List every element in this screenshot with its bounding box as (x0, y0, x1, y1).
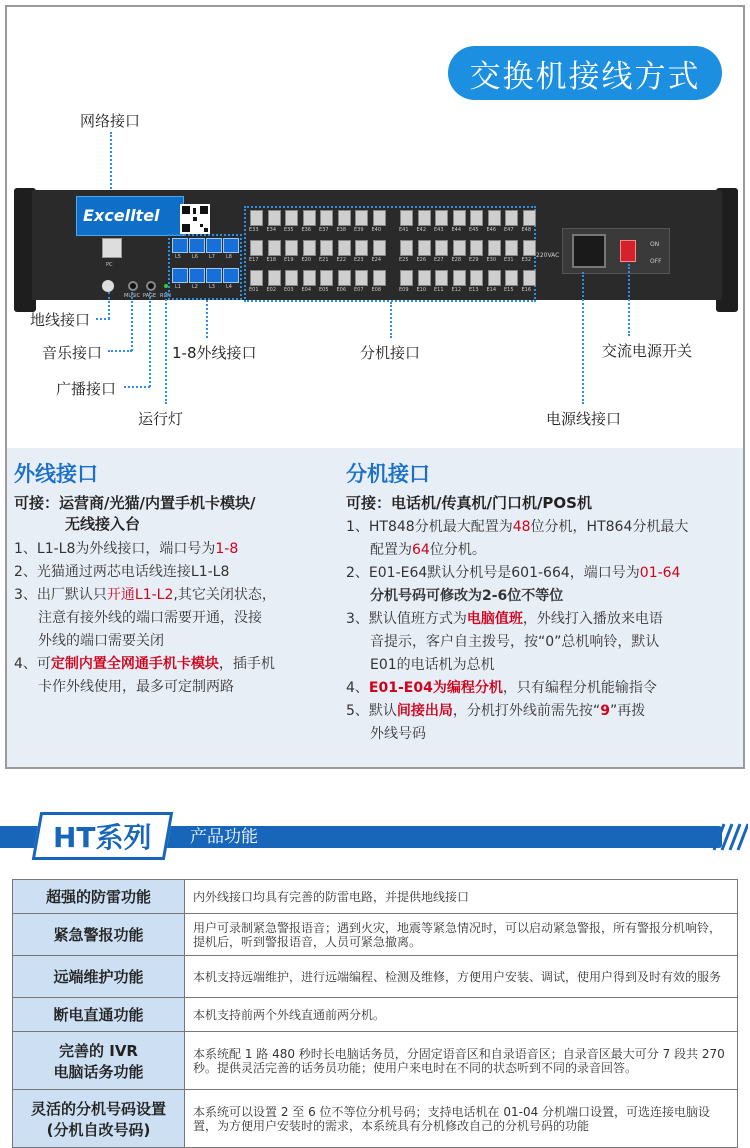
callout-music: 音乐接口 (42, 344, 103, 362)
extension-port-icon (505, 210, 518, 226)
callout-ext: 分机接口 (360, 344, 421, 362)
outer-line-port-icon (223, 268, 239, 283)
extension-port-icon (523, 270, 536, 286)
extension-port-label: E41 (399, 227, 409, 233)
extension-port-icon (268, 240, 281, 256)
ext-item-3: 3、默认值班方式为电脑值班，外线打入播放来电语 (346, 611, 663, 627)
callout-network: 网络接口 (80, 112, 141, 130)
feature-name: 超强的防雷功能 (13, 880, 185, 914)
leader-run (165, 292, 167, 404)
extension-port-icon (488, 240, 501, 256)
outer-line-port-icon (189, 268, 205, 283)
outer-port-label: L5 (175, 254, 181, 260)
feature-name: 远端维护功能 (13, 956, 185, 998)
outer-line-port-icon (223, 238, 239, 253)
outer-line-port-icon (172, 268, 188, 283)
extension-port-icon (373, 240, 386, 256)
extension-port-label: E34 (266, 227, 277, 233)
extension-port-icon (453, 270, 466, 286)
extension-port-icon (355, 240, 368, 256)
feature-desc: 本系统配 1 路 480 秒时长电脑话务员，分固定语音区和自录语音区；自录音区最大可分 7 段共 270 秒。提供灵活完善的话务员功能；使用户来电时在不同的状态听到不同的录音回答。 (185, 1032, 738, 1090)
outer-port-label: L3 (209, 284, 215, 290)
extension-port-label: E17 (249, 257, 259, 263)
ground-screw-icon (102, 280, 114, 292)
ext-item-1: 1、HT848分机最大配置为48位分机，HT864分机最大 (346, 519, 689, 535)
extension-port-icon (250, 240, 263, 256)
extension-port-icon (470, 240, 483, 256)
outer-port-label: L8 (226, 254, 232, 260)
extension-port-icon (470, 270, 483, 286)
extension-port-label: E40 (371, 227, 382, 233)
extension-port-icon (418, 270, 431, 286)
extension-port-icon (285, 210, 298, 226)
feature-desc: 本系统可以设置 2 至 6 位不等位分机号码；支持电话机在 01-04 分机端口设置，可选连接电脑设置，为方便用户安装时的需求，本系统具有分机修改自己的分机号码的功能 (185, 1090, 738, 1148)
extension-port-label: E21 (319, 257, 329, 263)
extension-port-label: E15 (504, 287, 514, 293)
ext-title: 分机接口 (346, 462, 430, 486)
extension-port-label: E48 (521, 227, 532, 233)
outer-port-label: L1 (175, 284, 181, 290)
extension-port-label: E12 (451, 287, 462, 293)
extension-port-label: E10 (416, 287, 427, 293)
outer-item-1: 1、L1-L8为外线接口，端口号为1-8 (14, 541, 239, 557)
feature-desc: 本机支持前两个外线直通前两分机。 (185, 998, 738, 1032)
extension-port-label: E11 (434, 287, 444, 293)
extension-port-label: E20 (301, 257, 312, 263)
extension-port-label: E24 (371, 257, 382, 263)
extension-port-label: E25 (399, 257, 409, 263)
ext-item-3-line3: E01的电话机为总机 (370, 657, 495, 673)
extension-port-label: E30 (486, 257, 497, 263)
feature-name: 断电直通功能 (13, 998, 185, 1032)
outer-item-3: 3、出厂默认只开通L1-L2,其它关闭状态， (14, 587, 276, 603)
leader-broadcast-v (149, 292, 151, 387)
outer-item-3-line3: 外线的端口需要关闭 (38, 633, 164, 649)
extension-port-label: E08 (371, 287, 382, 293)
banner-title: HT系列 (32, 812, 173, 860)
extension-port-icon (250, 210, 263, 226)
extension-port-label: E26 (416, 257, 427, 263)
outer-item-4: 4、可定制内置全网通手机卡模块，插手机 (14, 656, 275, 672)
extension-port-label: E07 (354, 287, 364, 293)
callout-outer-lines: 1-8外线接口 (172, 344, 257, 362)
music-jack-icon (128, 281, 138, 291)
outer-port-label: L7 (209, 254, 215, 260)
extension-port-icon (268, 270, 281, 286)
extension-port-icon (453, 240, 466, 256)
outer-port-label: L6 (192, 254, 198, 260)
extension-port-icon (418, 240, 431, 256)
extension-port-label: E23 (354, 257, 364, 263)
extension-port-icon (320, 270, 333, 286)
extension-port-label: E19 (284, 257, 294, 263)
callout-run-light: 运行灯 (138, 410, 184, 428)
extension-port-label: E44 (451, 227, 462, 233)
extension-port-icon (355, 270, 368, 286)
extension-port-label: E27 (434, 257, 444, 263)
ethernet-port-icon (102, 238, 122, 258)
callout-power-cord: 电源线接口 (546, 410, 622, 428)
extension-port-icon (523, 210, 536, 226)
callout-ac-switch: 交流电源开关 (602, 342, 693, 360)
extension-port-icon (303, 210, 316, 226)
extension-port-icon (435, 210, 448, 226)
extension-port-icon (488, 210, 501, 226)
outer-line-port-icon (206, 268, 222, 283)
extension-port-label: E35 (284, 227, 294, 233)
power-socket-icon (572, 234, 606, 268)
on-label: ON (650, 241, 660, 248)
extension-port-label: E29 (469, 257, 479, 263)
leader-music-v (131, 292, 133, 351)
outer-line-port-icon (206, 238, 222, 253)
extension-port-label: E33 (249, 227, 259, 233)
extension-port-label: E02 (266, 287, 277, 293)
extension-port-label: E22 (336, 257, 347, 263)
outer-sub-2: 无线接入台 (65, 515, 141, 533)
pc-label: PC (106, 262, 113, 268)
ext-item-2-line2: 分机号码可修改为2-6位不等位 (370, 588, 564, 604)
extension-port-label: E32 (521, 257, 532, 263)
qr-code-icon (180, 204, 210, 234)
leader-music-h (108, 350, 132, 352)
outer-item-2: 2、光猫通过两芯电话线连接L1-L8 (14, 564, 230, 580)
ext-list (346, 516, 738, 746)
extension-port-icon (338, 270, 351, 286)
extension-port-label: E03 (284, 287, 294, 293)
extension-port-icon (355, 210, 368, 226)
table-row (13, 914, 738, 956)
extension-port-icon (338, 210, 351, 226)
extension-port-label: E18 (266, 257, 277, 263)
leader-ext (390, 302, 392, 338)
extension-port-label: E45 (469, 227, 479, 233)
extension-port-label: E31 (504, 257, 514, 263)
ext-item-2: 2、E01-E64默认分机号是601-664，端口号为01-64 (346, 565, 681, 581)
music-label: MUSIC (124, 293, 141, 299)
ext-item-3-line2: 音提示，客户自主拨号，按“0”总机响铃，默认 (370, 634, 660, 650)
extension-port-label: E04 (301, 287, 312, 293)
extension-port-icon (320, 240, 333, 256)
extension-port-icon (488, 270, 501, 286)
extension-port-label: E06 (336, 287, 347, 293)
ext-item-4: 4、E01-E04为编程分机，只有编程分机能输指令 (346, 680, 657, 696)
extension-port-icon (303, 270, 316, 286)
outer-line-port-icon (189, 238, 205, 253)
extension-port-icon (400, 210, 413, 226)
ext-item-1-line2: 配置为64位分机。 (370, 542, 486, 558)
feature-name: 紧急警报功能 (13, 914, 185, 956)
ext-item-5-line2: 外线号码 (370, 726, 426, 742)
ac-label: 220VAC (536, 252, 560, 259)
extension-port-icon (435, 240, 448, 256)
off-label: OFF (650, 258, 662, 265)
leader-outer (206, 300, 208, 338)
extension-port-icon (320, 210, 333, 226)
power-switch-icon (620, 240, 636, 262)
hero-title: 交换机接线方式 (448, 46, 722, 100)
extension-port-icon (505, 270, 518, 286)
table-row (13, 1032, 738, 1090)
leader-switch (628, 264, 630, 336)
extension-port-label: E05 (319, 287, 329, 293)
page-jack-icon (146, 281, 156, 291)
extension-port-label: E38 (336, 227, 347, 233)
feature-desc: 内外线接口均具有完善的防雷电路，并提供地线接口 (185, 880, 738, 914)
extension-port-icon (285, 270, 298, 286)
outer-item-3-line2: 注意有接外线的端口需要开通，没接 (38, 610, 262, 626)
feature-desc: 本机支持远端维护，进行远端编程、检测及维修，方便用户安装、调试，使用户得到及时有效的服务 (185, 956, 738, 998)
leader-broadcast-h (124, 386, 150, 388)
extension-port-label: E43 (434, 227, 444, 233)
extension-port-label: E28 (451, 257, 462, 263)
extension-port-label: E09 (399, 287, 409, 293)
extension-port-label: E13 (469, 287, 479, 293)
extension-port-icon (250, 270, 263, 286)
outer-title: 外线接口 (14, 462, 98, 486)
outer-port-label: L4 (226, 284, 232, 290)
extension-port-label: E16 (521, 287, 532, 293)
leader-cord (582, 272, 584, 404)
leader-ground-v (108, 292, 110, 319)
brand-logo: Excelltel (76, 196, 184, 236)
ext-item-5: 5、默认间接出局，分机打外线前需先按“9”再拨 (346, 703, 646, 719)
extension-port-icon (418, 210, 431, 226)
run-label: RUN (160, 293, 171, 299)
extension-port-icon (400, 240, 413, 256)
extension-port-icon (523, 240, 536, 256)
table-row (13, 880, 738, 914)
extension-port-icon (373, 210, 386, 226)
outer-list (14, 538, 344, 699)
extension-port-label: E36 (301, 227, 312, 233)
callout-broadcast: 广播接口 (56, 380, 117, 398)
callout-ground: 地线接口 (30, 311, 91, 329)
outer-port-label: L2 (192, 284, 198, 290)
extension-port-icon (373, 270, 386, 286)
feature-desc: 用户可录制紧急警报语音；遇到火灾，地震等紧急情况时，可以启动紧急警报，所有警报分机响铃，提机后，听到警报语音，人员可紧急撤离。 (185, 914, 738, 956)
outer-sub: 可接：运营商/光猫/内置手机卡模块/ (14, 494, 256, 512)
extension-port-icon (268, 210, 281, 226)
extension-port-icon (505, 240, 518, 256)
extension-port-label: E42 (416, 227, 427, 233)
page-label: PAGE (143, 293, 157, 299)
extension-port-icon (400, 270, 413, 286)
ext-sub: 可接：电话机/传真机/门口机/POS机 (346, 494, 592, 512)
extension-port-label: E01 (249, 287, 259, 293)
extension-port-icon (303, 240, 316, 256)
extension-port-icon (338, 240, 351, 256)
outer-item-4-line2: 卡作外线使用，最多可定制两路 (38, 679, 234, 695)
extension-port-icon (470, 210, 483, 226)
extension-port-label: E39 (354, 227, 364, 233)
table-row (13, 1090, 738, 1148)
extension-port-label: E14 (486, 287, 497, 293)
extension-port-label: E47 (504, 227, 514, 233)
outer-line-port-icon (172, 238, 188, 253)
banner-subtitle: 产品功能 (190, 827, 258, 847)
extension-port-icon (435, 270, 448, 286)
extension-port-label: E37 (319, 227, 329, 233)
features-table (12, 879, 738, 1148)
feature-name: 完善的 IVR 电脑话务功能 (13, 1032, 185, 1090)
extension-port-icon (285, 240, 298, 256)
feature-name: 灵活的分机号码设置 (分机自改号码) (13, 1090, 185, 1148)
table-row (13, 998, 738, 1032)
extension-port-icon (453, 210, 466, 226)
extension-port-label: E46 (486, 227, 497, 233)
table-row (13, 956, 738, 998)
slashes-decoration-icon (704, 820, 748, 854)
